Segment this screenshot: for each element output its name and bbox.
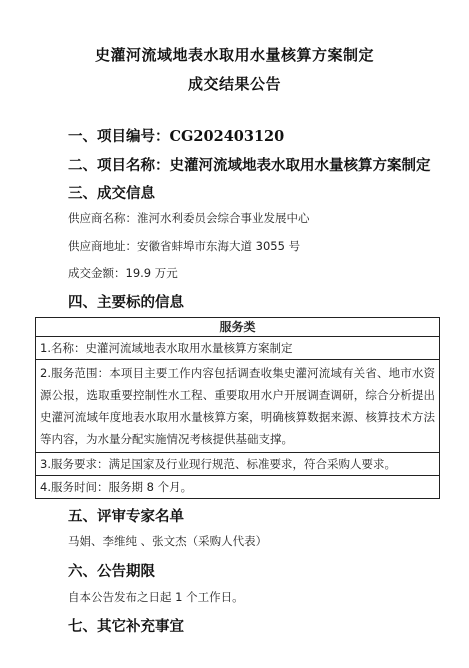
- section-project-name: 二、项目名称：史灌河流域地表水取用水量核算方案制定: [68, 157, 431, 174]
- section-notice-period: 六、公告期限: [68, 563, 155, 580]
- table-row-time: 4.服务时间：服务期 8 个月。: [36, 476, 440, 499]
- doc-title: 史灌河流域地表水取用水量核算方案制定: [94, 46, 374, 64]
- subject-table: [35, 317, 440, 499]
- section-other-matters: 七、其它补充事宜: [68, 618, 184, 635]
- table-row-requirements: 3.服务要求：满足国家及行业现行规范、标准要求，符合采购人要求。: [36, 453, 440, 476]
- supplier-name: 供应商名称：淮河水利委员会综合事业发展中心: [68, 211, 310, 225]
- table-row-name: 1.名称：史灌河流域地表水取用水量核算方案制定: [36, 337, 440, 360]
- supplier-address: 供应商地址：安徽省蚌埠市东海大道 3055 号: [68, 239, 301, 253]
- table-header: 服务类: [36, 318, 440, 337]
- section-deal-info: 三、成交信息: [68, 185, 155, 202]
- expert-list: 马娟、李维纯 、张文杰（采购人代表）: [68, 534, 268, 548]
- section-main-subject: 四、主要标的信息: [68, 294, 184, 311]
- section-experts: 五、评审专家名单: [68, 508, 184, 525]
- doc-subtitle: 成交结果公告: [187, 75, 281, 93]
- table-row-scope: 2.服务范围：本项目主要工作内容包括调查收集史灌河流域有关省、地市水资源公报，选取重要控制性水工程、重要取用水户开展调查调研，综合分析提出史灌河流域年度地表水取用水量核算方案，明确核算数据来源、核算技术方法等内容，为水量分配实施情况考核提供基础支撑。: [36, 360, 440, 453]
- section-project-number: 一、项目编号：CG202403120: [68, 128, 285, 145]
- notice-period-text: 自本公告发布之日起 1 个工作日。: [68, 590, 244, 604]
- deal-amount: 成交金额：19.9 万元: [68, 266, 178, 280]
